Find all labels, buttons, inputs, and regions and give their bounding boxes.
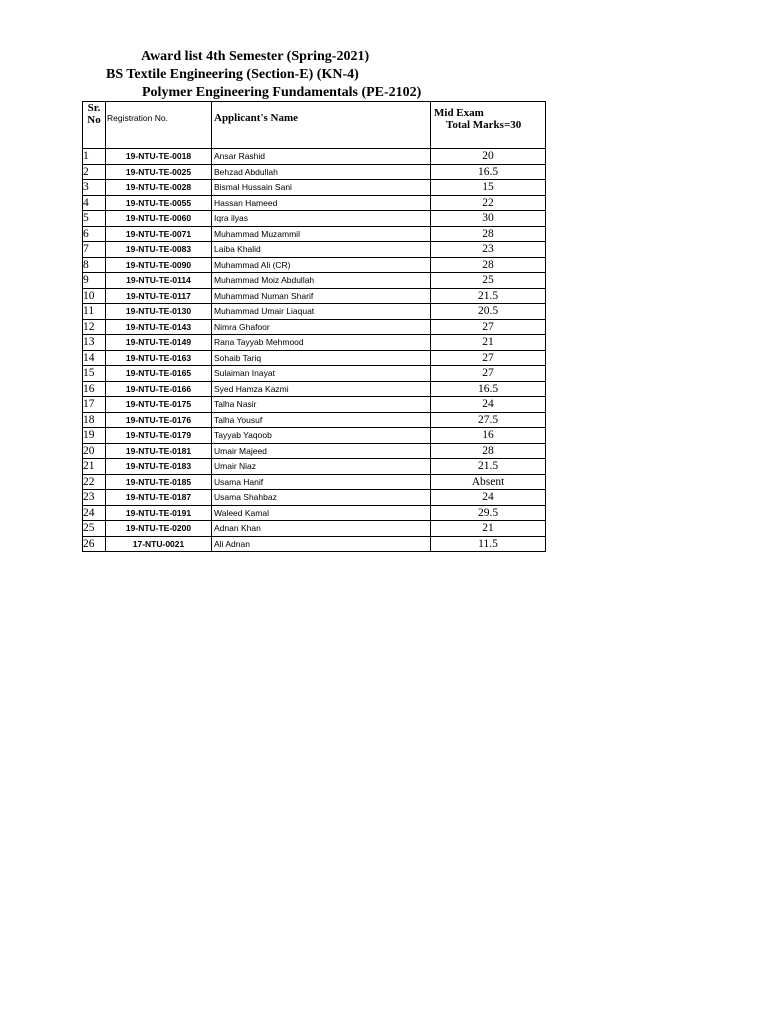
applicant-name-cell: Hassan Hameed <box>212 195 431 211</box>
applicant-name-cell: Rana Tayyab Mehmood <box>212 335 431 351</box>
applicant-name-cell: Laiba Khalid <box>212 242 431 258</box>
table-row <box>83 304 546 320</box>
applicant-name-cell: Umair Niaz <box>212 459 431 475</box>
marks-cell: 16 <box>431 428 546 444</box>
award-table <box>82 101 546 552</box>
column-header-applicant-name: Applicant's Name <box>212 102 431 149</box>
sr-no-cell: 11 <box>83 304 106 320</box>
course-title: Polymer Engineering Fundamentals (PE-2102) <box>142 85 422 100</box>
registration-cell: 19-NTU-TE-0181 <box>106 443 212 459</box>
sr-no-cell: 1 <box>83 149 106 165</box>
column-header-sr-no <box>83 102 106 149</box>
applicant-name-cell: Muhammad Numan Sharif <box>212 288 431 304</box>
applicant-name-cell: Bismal Hussain Sani <box>212 180 431 196</box>
registration-cell: 19-NTU-TE-0163 <box>106 350 212 366</box>
applicant-name-cell: Adnan Khan <box>212 521 431 537</box>
marks-cell: 16.5 <box>431 164 546 180</box>
applicant-name-cell: Muhammad Moiz Abdullah <box>212 273 431 289</box>
sr-no-cell: 6 <box>83 226 106 242</box>
table-row <box>83 226 546 242</box>
table-row <box>83 149 546 165</box>
registration-cell: 19-NTU-TE-0083 <box>106 242 212 258</box>
table-row <box>83 428 546 444</box>
registration-cell: 19-NTU-TE-0179 <box>106 428 212 444</box>
applicant-name-cell: Sulaiman Inayat <box>212 366 431 382</box>
table-row <box>83 242 546 258</box>
table-body <box>83 149 546 552</box>
marks-cell: 28 <box>431 226 546 242</box>
table-row <box>83 490 546 506</box>
sr-no-cell: 23 <box>83 490 106 506</box>
marks-cell: 21.5 <box>431 459 546 475</box>
marks-cell: Absent <box>431 474 546 490</box>
sr-no-cell: 3 <box>83 180 106 196</box>
program-title: BS Textile Engineering (Section-E) (KN-4) <box>106 67 359 82</box>
registration-cell: 19-NTU-TE-0175 <box>106 397 212 413</box>
registration-cell: 19-NTU-TE-0055 <box>106 195 212 211</box>
table-row <box>83 319 546 335</box>
marks-header-line2: Total Marks=30 <box>446 119 522 131</box>
marks-cell: 21.5 <box>431 288 546 304</box>
table-row <box>83 180 546 196</box>
marks-cell: 27.5 <box>431 412 546 428</box>
sr-no-cell: 17 <box>83 397 106 413</box>
sr-no-cell: 8 <box>83 257 106 273</box>
applicant-name-cell: Usama Hanif <box>212 474 431 490</box>
sr-no-cell: 25 <box>83 521 106 537</box>
registration-cell: 19-NTU-TE-0114 <box>106 273 212 289</box>
applicant-name-cell: Muhammad Muzammil <box>212 226 431 242</box>
registration-cell: 19-NTU-TE-0149 <box>106 335 212 351</box>
sr-header-line1: Sr. <box>87 102 101 114</box>
sr-header-line2: No <box>87 114 101 126</box>
column-header-mid-exam <box>431 102 546 149</box>
sr-no-cell: 7 <box>83 242 106 258</box>
sr-no-cell: 19 <box>83 428 106 444</box>
marks-cell: 28 <box>431 443 546 459</box>
sr-no-cell: 24 <box>83 505 106 521</box>
table-row <box>83 397 546 413</box>
table-row <box>83 350 546 366</box>
marks-cell: 27 <box>431 319 546 335</box>
table-row <box>83 521 546 537</box>
award-list-title: Award list 4th Semester (Spring-2021) <box>141 49 370 64</box>
sr-no-cell: 15 <box>83 366 106 382</box>
marks-cell: 15 <box>431 180 546 196</box>
applicant-name-cell: Iqra ilyas <box>212 211 431 227</box>
marks-header-line1: Mid Exam <box>434 107 484 119</box>
applicant-name-cell: Tayyab Yaqoob <box>212 428 431 444</box>
column-header-registration: Registration No. <box>106 102 212 149</box>
sr-no-cell: 9 <box>83 273 106 289</box>
registration-cell: 19-NTU-TE-0071 <box>106 226 212 242</box>
table-row <box>83 195 546 211</box>
table-row <box>83 412 546 428</box>
marks-cell: 21 <box>431 521 546 537</box>
marks-cell: 20 <box>431 149 546 165</box>
marks-cell: 27 <box>431 350 546 366</box>
sr-no-cell: 13 <box>83 335 106 351</box>
marks-cell: 22 <box>431 195 546 211</box>
marks-cell: 28 <box>431 257 546 273</box>
sr-no-cell: 20 <box>83 443 106 459</box>
registration-cell: 19-NTU-TE-0185 <box>106 474 212 490</box>
sr-no-cell: 2 <box>83 164 106 180</box>
applicant-name-cell: Ali Adnan <box>212 536 431 552</box>
table-row <box>83 459 546 475</box>
table-row <box>83 335 546 351</box>
marks-cell: 30 <box>431 211 546 227</box>
table-row <box>83 366 546 382</box>
table-row <box>83 474 546 490</box>
table-header-row <box>83 102 546 149</box>
registration-cell: 19-NTU-TE-0143 <box>106 319 212 335</box>
registration-cell: 19-NTU-TE-0165 <box>106 366 212 382</box>
registration-cell: 19-NTU-TE-0028 <box>106 180 212 196</box>
registration-cell: 19-NTU-TE-0018 <box>106 149 212 165</box>
registration-cell: 19-NTU-TE-0191 <box>106 505 212 521</box>
registration-cell: 19-NTU-TE-0166 <box>106 381 212 397</box>
applicant-name-cell: Usama Shahbaz <box>212 490 431 506</box>
applicant-name-cell: Nimra Ghafoor <box>212 319 431 335</box>
applicant-name-cell: Talha Yousuf <box>212 412 431 428</box>
table-row <box>83 288 546 304</box>
marks-cell: 25 <box>431 273 546 289</box>
sr-no-cell: 10 <box>83 288 106 304</box>
applicant-name-cell: Waleed Kamal <box>212 505 431 521</box>
applicant-name-cell: Umair Majeed <box>212 443 431 459</box>
applicant-name-cell: Muhammad Ali (CR) <box>212 257 431 273</box>
applicant-name-cell: Sohaib Tariq <box>212 350 431 366</box>
registration-cell: 19-NTU-TE-0060 <box>106 211 212 227</box>
registration-cell: 17-NTU-0021 <box>106 536 212 552</box>
marks-cell: 24 <box>431 490 546 506</box>
table-row <box>83 536 546 552</box>
table-row <box>83 164 546 180</box>
registration-cell: 19-NTU-TE-0187 <box>106 490 212 506</box>
marks-cell: 27 <box>431 366 546 382</box>
marks-cell: 11.5 <box>431 536 546 552</box>
registration-cell: 19-NTU-TE-0176 <box>106 412 212 428</box>
sr-no-cell: 18 <box>83 412 106 428</box>
table-row <box>83 381 546 397</box>
sr-no-cell: 21 <box>83 459 106 475</box>
marks-cell: 24 <box>431 397 546 413</box>
registration-cell: 19-NTU-TE-0183 <box>106 459 212 475</box>
sr-no-cell: 12 <box>83 319 106 335</box>
applicant-name-cell: Syed Hamza Kazmi <box>212 381 431 397</box>
sr-no-cell: 16 <box>83 381 106 397</box>
sr-no-cell: 4 <box>83 195 106 211</box>
registration-cell: 19-NTU-TE-0090 <box>106 257 212 273</box>
table-row <box>83 273 546 289</box>
table-row <box>83 505 546 521</box>
marks-cell: 20.5 <box>431 304 546 320</box>
applicant-name-cell: Ansar Rashid <box>212 149 431 165</box>
marks-cell: 21 <box>431 335 546 351</box>
registration-cell: 19-NTU-TE-0025 <box>106 164 212 180</box>
table-row <box>83 443 546 459</box>
marks-cell: 16.5 <box>431 381 546 397</box>
applicant-name-cell: Muhammad Umair Liaquat <box>212 304 431 320</box>
registration-cell: 19-NTU-TE-0200 <box>106 521 212 537</box>
table-row <box>83 211 546 227</box>
marks-cell: 23 <box>431 242 546 258</box>
registration-cell: 19-NTU-TE-0130 <box>106 304 212 320</box>
applicant-name-cell: Talha Nasir <box>212 397 431 413</box>
sr-no-cell: 5 <box>83 211 106 227</box>
table-row <box>83 257 546 273</box>
marks-cell: 29.5 <box>431 505 546 521</box>
sr-no-cell: 22 <box>83 474 106 490</box>
registration-cell: 19-NTU-TE-0117 <box>106 288 212 304</box>
sr-no-cell: 26 <box>83 536 106 552</box>
applicant-name-cell: Behzad Abdullah <box>212 164 431 180</box>
sr-no-cell: 14 <box>83 350 106 366</box>
